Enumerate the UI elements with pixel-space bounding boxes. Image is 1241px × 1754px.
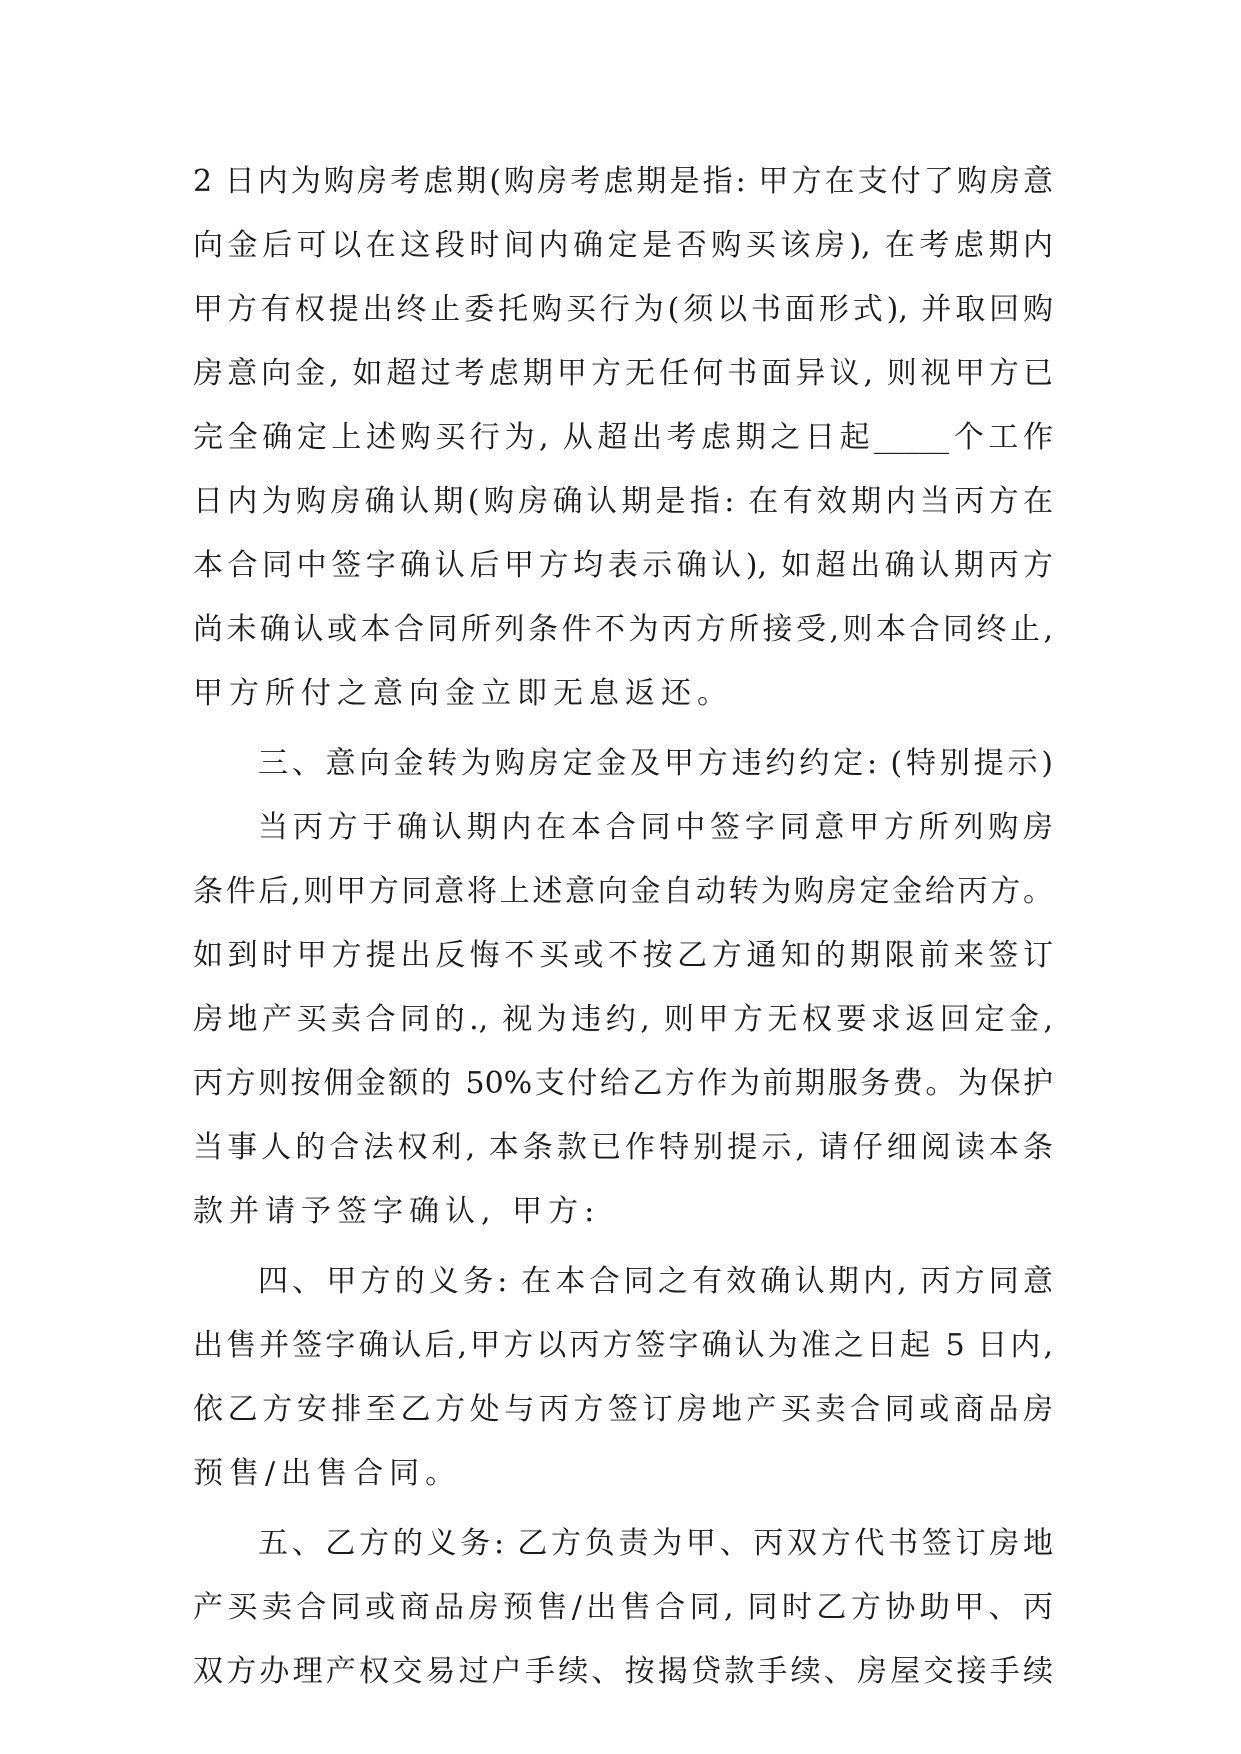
text-line: 丙方则按佣金额的 50%支付给乙方作为前期服务费。为保护 [193, 1066, 1053, 1101]
text-line: 甲方有权提出终止委托购买行为(须以书面形式), 并取回购 [193, 292, 1053, 327]
text-line: 预售/出售合同。 [193, 1456, 462, 1491]
text-line: 2 日内为购房考虑期(购房考虑期是指: 甲方在支付了购房意 [193, 164, 1053, 199]
text-line: 房地产买卖合同的., 视为违约, 则甲方无权要求返回定金, [193, 1002, 1053, 1037]
text-line: 日内为购房确认期(购房确认期是指: 在有效期内当丙方在 [193, 484, 1053, 519]
text-line: 当丙方于确认期内在本合同中签字同意甲方所列购房 [258, 810, 1053, 845]
text-line: 房意向金, 如超过考虑期甲方无任何书面异议, 则视甲方已 [193, 356, 1053, 391]
text-line: 本合同中签字确认后甲方均表示确认), 如超出确认期丙方 [193, 548, 1053, 583]
text-line: 向金后可以在这段时间内确定是否购买该房), 在考虑期内 [193, 228, 1053, 263]
text-line: 完全确定上述购买行为, 从超出考虑期之日起_____个工作 [193, 420, 1053, 455]
text-line: 出售并签字确认后,甲方以丙方签字确认为准之日起 5 日内, [193, 1328, 1053, 1363]
text-line: 产买卖合同或商品房预售/出售合同, 同时乙方协助甲、丙 [193, 1590, 1053, 1625]
text-line: 甲方所付之意向金立即无息返还。 [193, 676, 733, 711]
text-line: 当事人的合法权利, 本条款已作特别提示, 请仔细阅读本条 [193, 1130, 1053, 1165]
text-line: 款并请予签字确认, 甲方: [193, 1194, 601, 1229]
text-line: 如到时甲方提出反悔不买或不按乙方通知的期限前来签订 [193, 938, 1053, 973]
section-heading: 三、意向金转为购房定金及甲方违约约定: (特别提示) [258, 746, 1053, 781]
text-line: 依乙方安排至乙方处与丙方签订房地产买卖合同或商品房 [193, 1392, 1053, 1427]
text-line: 双方办理产权交易过户手续、按揭贷款手续、房屋交接手续 [193, 1654, 1053, 1689]
text-line: 条件后,则甲方同意将上述意向金自动转为购房定金给丙方。 [193, 874, 1053, 909]
text-line: 尚未确认或本合同所列条件不为丙方所接受,则本合同终止, [193, 612, 1053, 647]
section-heading: 五、乙方的义务: 乙方负责为甲、丙双方代书签订房地 [258, 1526, 1053, 1561]
section-heading: 四、甲方的义务: 在本合同之有效确认期内, 丙方同意 [258, 1264, 1053, 1299]
